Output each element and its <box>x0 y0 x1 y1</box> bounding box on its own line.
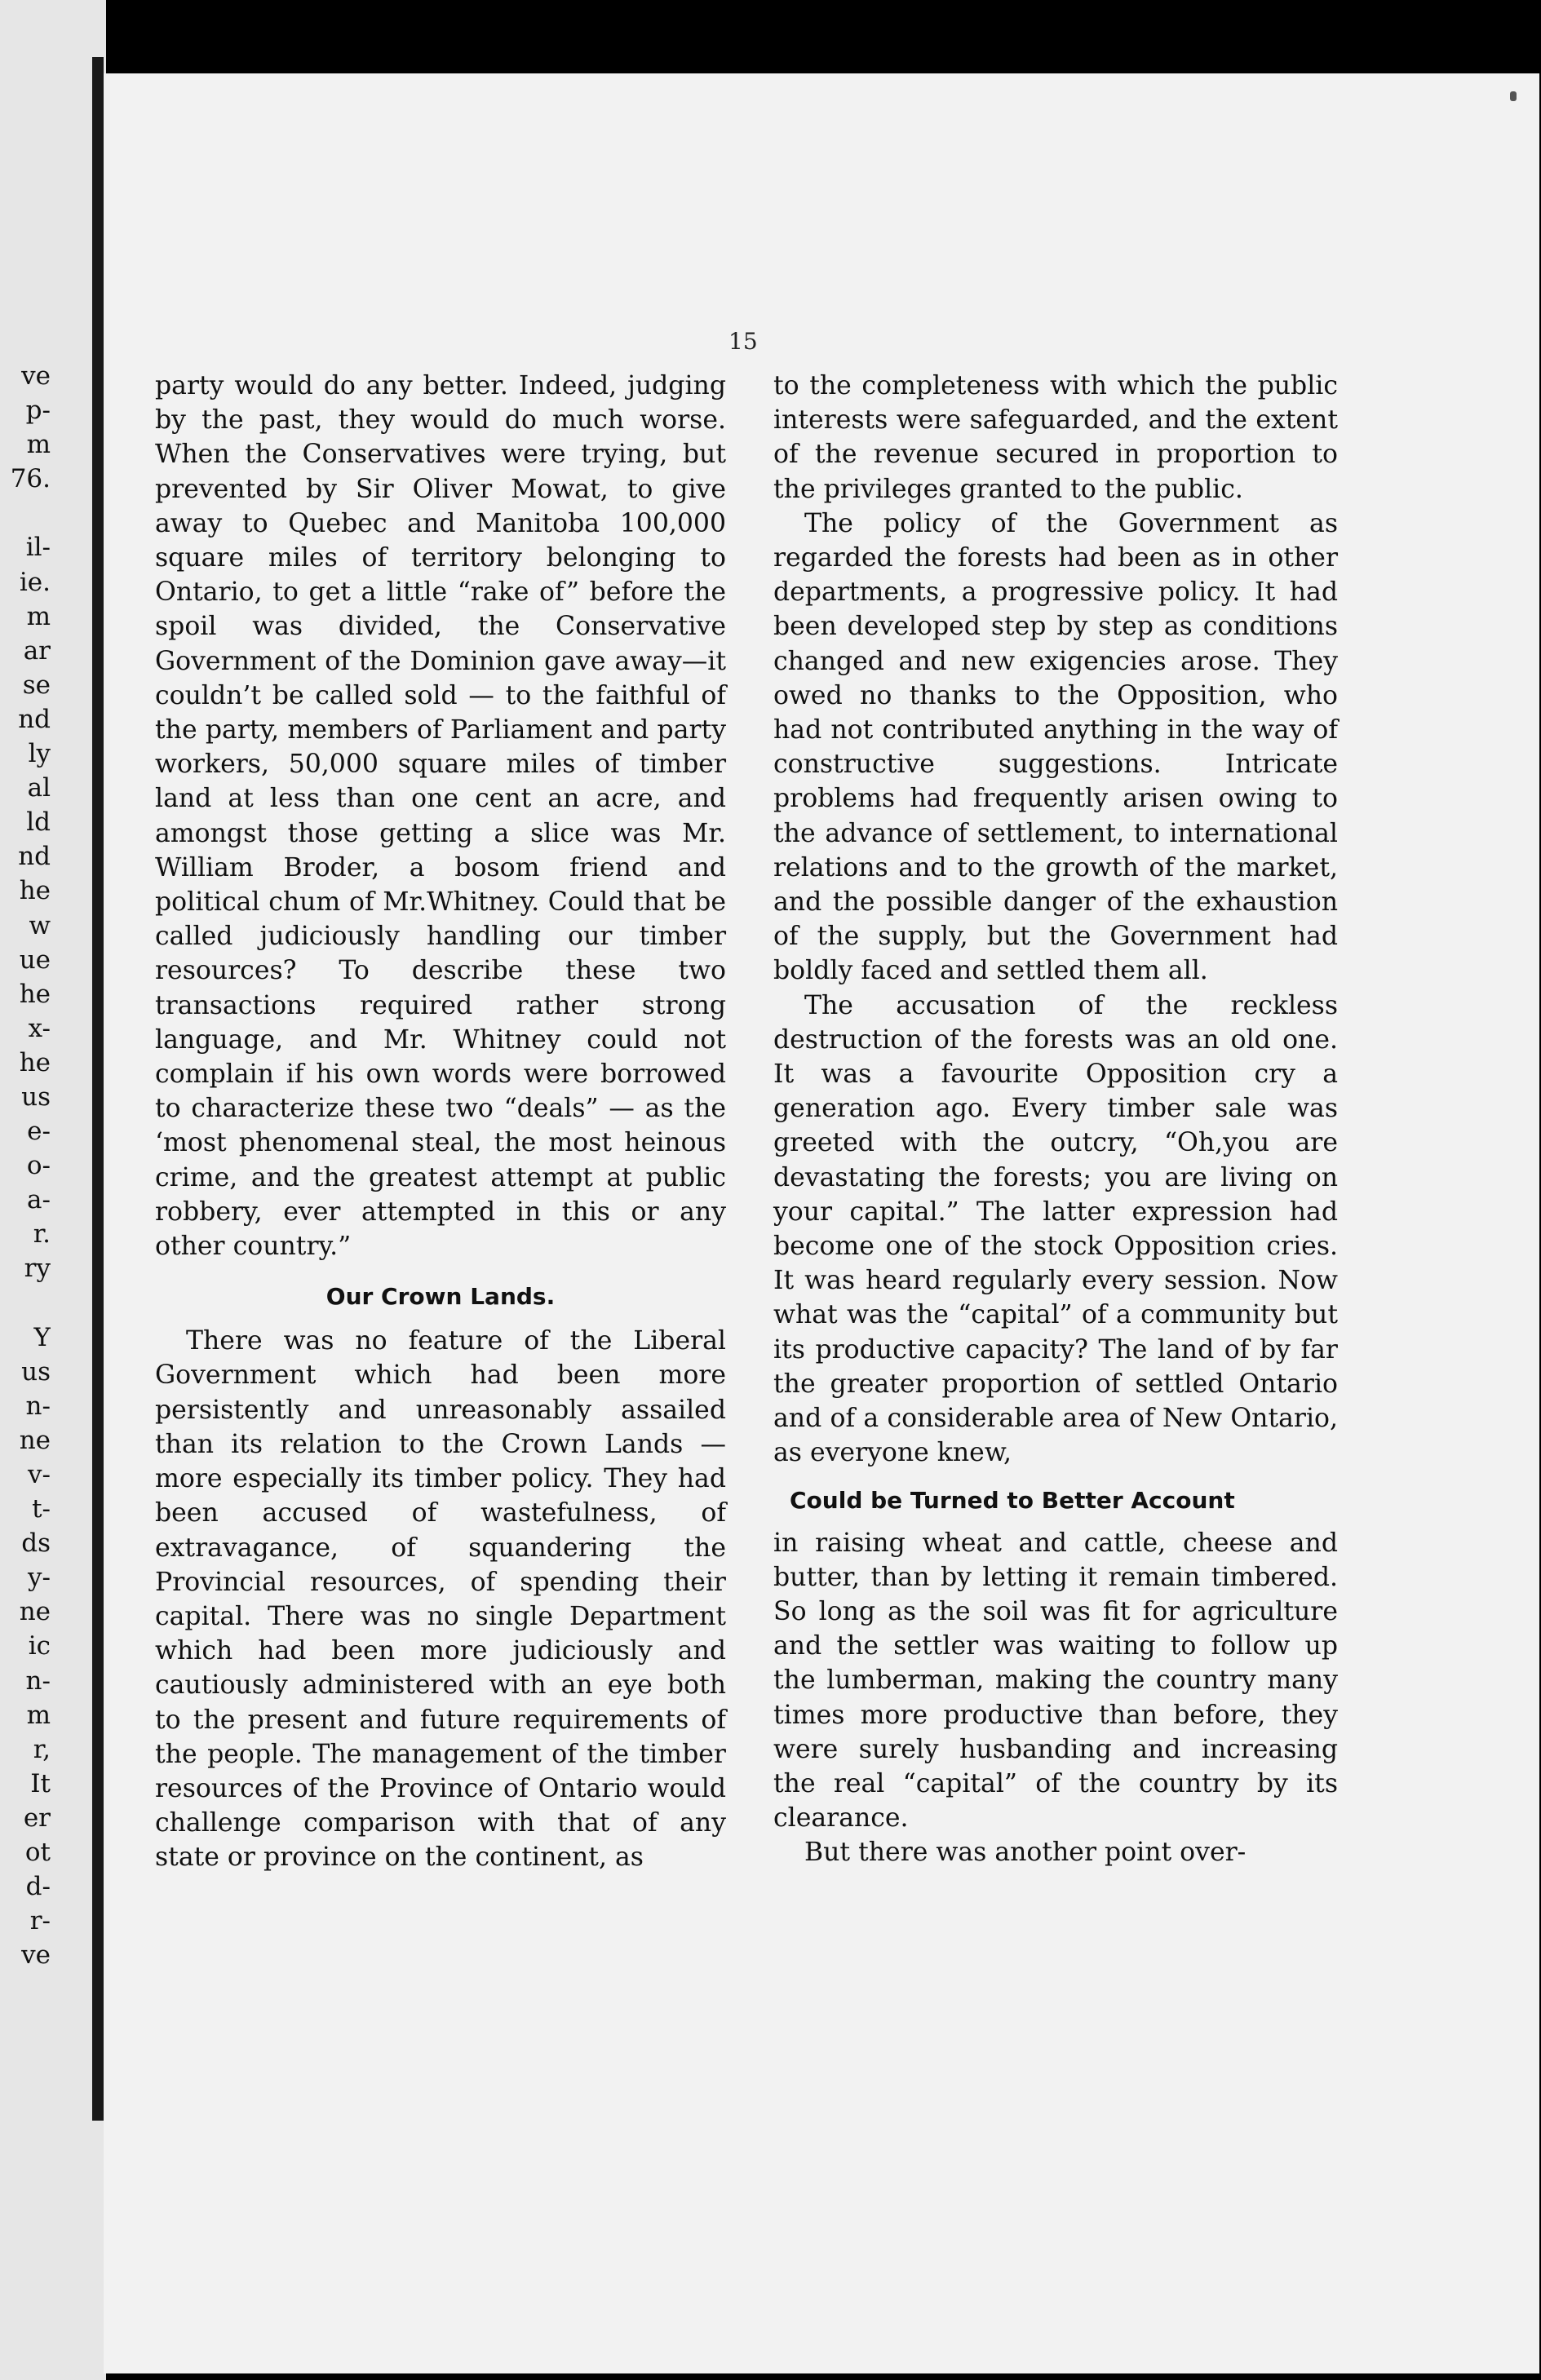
previous-page-fragment: t- <box>32 1494 51 1524</box>
previous-page-fragment: x- <box>28 1013 51 1043</box>
previous-page-fragment: nd <box>18 842 51 872</box>
previous-page-fragment: he <box>19 1047 51 1077</box>
previous-page-fragment: v- <box>28 1460 51 1489</box>
previous-page-fragment: It <box>30 1768 51 1798</box>
previous-page-fragment: nd <box>18 704 51 734</box>
previous-page-fragment: d- <box>25 1872 51 1902</box>
previous-page-fragment: ly <box>28 739 51 769</box>
left-paragraph-1: party would do any better. Indeed, judging by the past, they would do much worse. When the Conservatives were trying, but prevented by Sir Oliver Mowat, to give away to Quebec and Manitoba 100,000 square miles of territory belonging to Ontario, to get a little “rake of” before the spoil was divided, the Conservative Government of the Dominion gave away—it couldn’t be called sold — to the faithful of the party, members of Parliament and party workers, 50,000 square miles of timber land at less than one cent an acre, and amongst those getting a slice was Mr. William Broder, a bosom friend and political chum of Mr.Whitney. Could that be called judiciously handling our timber resources? To describe these two transactions required rather strong language, and Mr. Whitney could not complain if his own words were borrowed to characterize these two “deals” — as the ‘most phenomenal steal, the most heinous crime, and the greatest attempt at public robbery, ever attempted in this or any other country.” <box>155 371 726 1262</box>
previous-page-fragment: o- <box>26 1151 51 1181</box>
previous-page-fragment: ne <box>19 1597 51 1627</box>
previous-page-fragment: ne <box>19 1425 51 1455</box>
left-paragraph-2: There was no feature of the Liberal Government which had been more persistently and unreasonably assailed than its relation to the Crown Lands — more especially its timber policy. They had been accused of wastefulness, of extravagance, of squandering the Provincial resources, of spending their capital. There was no single Department which had been more judiciously and cautiously administered with an eye both to the present and future requirements of the people. The management of the timber resources of the Province of Ontario would challenge comparison with that of any state or province on the continent, as <box>155 1326 726 1873</box>
right-paragraph-3: The accusation of the reckless destruction of the forests was an old one. It was a favourite Opposition cry a generation ago. Every timber sale was greeted with the outcry, “Oh,you are devastating the forests; you are living on your capital.” The latter expression had become one of the stock Opposition cries. It was heard regularly every session. Now what was the “capital” of a community but its productive capacity? The land of by far the greater proportion of settled Ontario and of a considerable area of New Ontario, as everyone knew, <box>773 990 1338 1468</box>
right-paragraph-5: But there was another point over- <box>804 1838 1247 1868</box>
previous-page-fragment: r. <box>33 1219 51 1250</box>
previous-page-fragment: ve <box>21 361 51 391</box>
previous-page-line-fragments <box>0 359 51 1972</box>
right-paragraph-4: in raising wheat and cattle, cheese and butter, than by letting it remain timbered. So long as the soil was fit for agriculture and the settler was waiting to follow up the lumberman, making the country many times more productive than before, they were surely husbanding and increasing the real “capital” of the country by its clearance. <box>773 1528 1338 1834</box>
section-heading-better-account: Could be Turned to Better Account <box>790 1486 1235 1514</box>
previous-page-fragment: us <box>21 1082 51 1112</box>
previous-page-fragment: y- <box>28 1563 51 1593</box>
previous-page-fragment: e- <box>27 1117 51 1147</box>
previous-page-fragment: ie. <box>19 567 51 597</box>
previous-page-fragment: ot <box>24 1838 51 1868</box>
previous-page-fragment: Y <box>33 1322 51 1352</box>
previous-page-edge <box>0 0 106 2380</box>
previous-page-fragment <box>0 1286 51 1321</box>
previous-page-fragment: w <box>29 910 51 940</box>
previous-page-fragment: ld <box>26 807 51 838</box>
previous-page-fragment: p- <box>25 396 51 426</box>
left-column <box>155 369 726 1875</box>
previous-page-fragment: a- <box>27 1185 51 1215</box>
right-column <box>773 369 1338 1870</box>
right-paragraph-2: The policy of the Government as regarded the forests had been as in other departments, a progressive policy. It had been developed step by step as conditions changed and new exigencies arose. They owed no thanks to the Opposition, who had not contributed anything in the way of constructive suggestions. Intricate problems had frequently arisen owing to the advance of settlement, to international relations and to the growth of the market, and the possible danger of the exhaustion of the supply, but the Government had boldly faced and settled them all. <box>773 508 1338 986</box>
page-number: 15 <box>728 328 758 355</box>
previous-page-fragment: m <box>26 1700 51 1730</box>
book-gutter-shadow <box>92 57 104 2121</box>
previous-page-fragment: r, <box>33 1734 51 1764</box>
previous-page-fragment: ic <box>28 1631 51 1661</box>
previous-page-fragment: se <box>22 670 51 700</box>
right-paragraph-1: to the completeness with which the public interests were safeguarded, and the extent of the revenue secured in proportion to the privileges granted to the public. <box>773 371 1338 504</box>
previous-page-fragment: n- <box>25 1391 51 1421</box>
section-heading-crown-lands: Our Crown Lands. <box>325 1283 556 1311</box>
previous-page-fragment: he <box>19 979 51 1009</box>
corner-mark <box>1510 91 1517 101</box>
previous-page-fragment: m <box>26 430 51 460</box>
previous-page-fragment <box>0 496 51 530</box>
previous-page-fragment: he <box>19 876 51 906</box>
previous-page-fragment: al <box>27 773 51 803</box>
previous-page-fragment: ue <box>19 944 51 975</box>
previous-page-fragment: ds <box>21 1528 51 1559</box>
previous-page-fragment: us <box>21 1356 51 1387</box>
previous-page-fragment: n- <box>25 1666 51 1696</box>
previous-page-fragment: er <box>23 1803 51 1833</box>
previous-page-fragment: m <box>26 601 51 631</box>
previous-page-fragment: ry <box>24 1254 51 1284</box>
previous-page-fragment: ve <box>21 1940 51 1971</box>
previous-page-fragment: ar <box>23 635 51 666</box>
previous-page-fragment: 76. <box>10 464 51 494</box>
previous-page-fragment: r- <box>29 1906 51 1936</box>
previous-page-fragment: il- <box>25 533 51 563</box>
